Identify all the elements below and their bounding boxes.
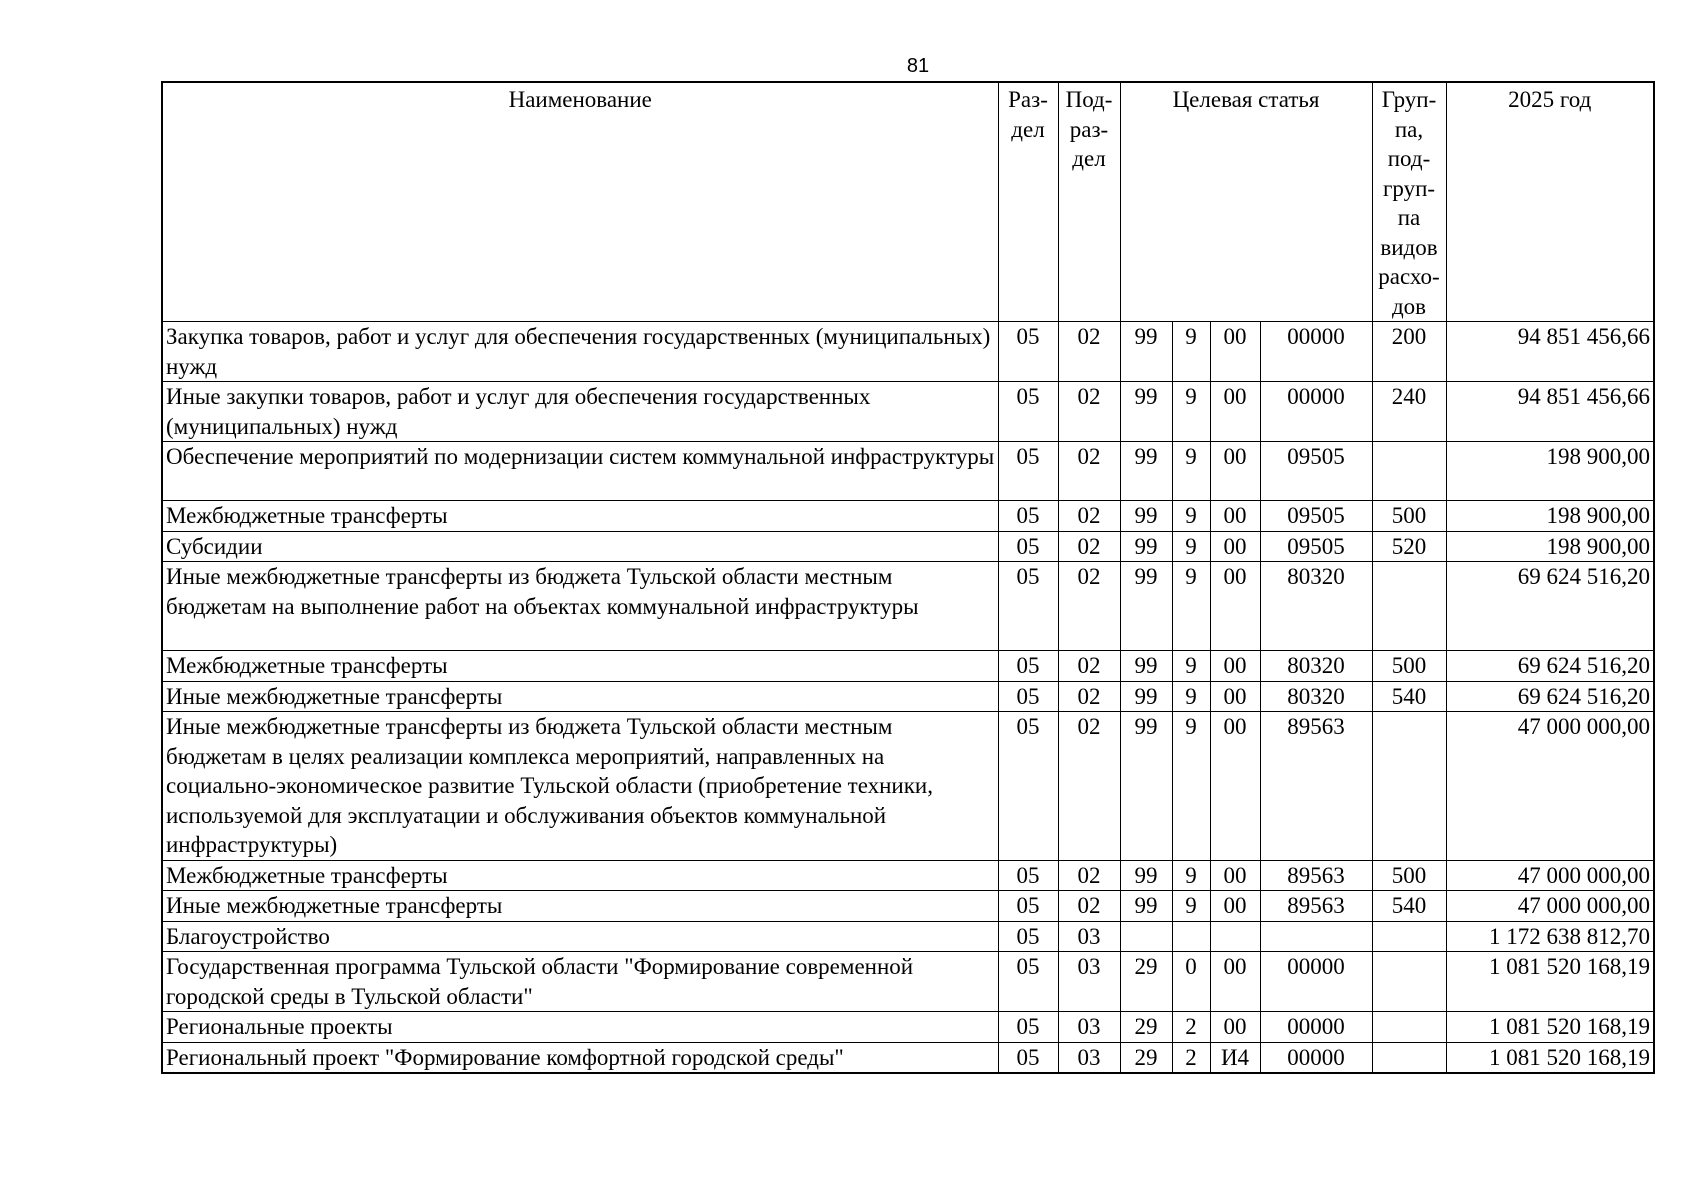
row-target-program xyxy=(1120,921,1172,952)
row-subsection: 02 xyxy=(1058,562,1120,651)
table-row xyxy=(162,382,1654,442)
table-row xyxy=(162,921,1654,952)
row-target-code xyxy=(1260,921,1372,952)
row-name: Благоустройство xyxy=(162,921,998,952)
row-target-direction: 00 xyxy=(1210,1012,1260,1043)
row-expense-group: 500 xyxy=(1372,501,1446,532)
row-target-code: 09505 xyxy=(1260,501,1372,532)
row-subsection: 03 xyxy=(1058,921,1120,952)
header-amount-2025: 2025 год xyxy=(1446,82,1654,322)
row-target-subprogram: 0 xyxy=(1172,952,1210,1012)
row-target-direction: 00 xyxy=(1210,382,1260,442)
row-expense-group: 540 xyxy=(1372,891,1446,922)
table-row xyxy=(162,891,1654,922)
row-amount: 69 624 516,20 xyxy=(1446,681,1654,712)
row-target-program: 99 xyxy=(1120,322,1172,382)
row-target-direction: 00 xyxy=(1210,442,1260,501)
row-expense-group xyxy=(1372,921,1446,952)
table-row xyxy=(162,531,1654,562)
row-target-direction: 00 xyxy=(1210,891,1260,922)
row-expense-group: 500 xyxy=(1372,651,1446,682)
table-row xyxy=(162,562,1654,651)
row-target-program: 99 xyxy=(1120,531,1172,562)
row-subsection: 02 xyxy=(1058,442,1120,501)
table-row xyxy=(162,1012,1654,1043)
row-subsection: 03 xyxy=(1058,1042,1120,1073)
table-row xyxy=(162,501,1654,532)
row-target-direction: 00 xyxy=(1210,651,1260,682)
row-name: Региональные проекты xyxy=(162,1012,998,1043)
row-target-direction: 00 xyxy=(1210,952,1260,1012)
row-target-program: 99 xyxy=(1120,442,1172,501)
row-section: 05 xyxy=(998,651,1058,682)
row-target-code: 00000 xyxy=(1260,1042,1372,1073)
row-target-program: 99 xyxy=(1120,712,1172,861)
row-amount: 198 900,00 xyxy=(1446,501,1654,532)
row-amount: 47 000 000,00 xyxy=(1446,891,1654,922)
row-target-subprogram: 9 xyxy=(1172,860,1210,891)
row-target-direction: 00 xyxy=(1210,712,1260,861)
row-target-subprogram: 9 xyxy=(1172,681,1210,712)
row-target-direction: 00 xyxy=(1210,860,1260,891)
row-expense-group: 240 xyxy=(1372,382,1446,442)
row-expense-group xyxy=(1372,1012,1446,1043)
row-amount: 69 624 516,20 xyxy=(1446,651,1654,682)
row-target-program: 29 xyxy=(1120,1012,1172,1043)
page-number: 81 xyxy=(906,55,930,77)
header-name: Наименование xyxy=(162,82,998,322)
row-subsection: 02 xyxy=(1058,860,1120,891)
row-name: Межбюджетные трансферты xyxy=(162,651,998,682)
row-target-code: 80320 xyxy=(1260,681,1372,712)
row-target-code: 00000 xyxy=(1260,1012,1372,1043)
row-amount: 198 900,00 xyxy=(1446,531,1654,562)
row-target-direction: И4 xyxy=(1210,1042,1260,1073)
row-name: Субсидии xyxy=(162,531,998,562)
row-subsection: 03 xyxy=(1058,952,1120,1012)
row-target-code: 00000 xyxy=(1260,952,1372,1012)
table-row xyxy=(162,651,1654,682)
row-target-subprogram: 2 xyxy=(1172,1042,1210,1073)
row-target-subprogram: 9 xyxy=(1172,562,1210,651)
row-target-subprogram: 9 xyxy=(1172,531,1210,562)
header-subsection: Под- раз- дел xyxy=(1058,82,1120,322)
row-target-subprogram xyxy=(1172,921,1210,952)
row-section: 05 xyxy=(998,562,1058,651)
header-expense-group: Груп- па, под- груп- па видов расхо- дов xyxy=(1372,82,1446,322)
row-amount: 47 000 000,00 xyxy=(1446,860,1654,891)
row-target-program: 99 xyxy=(1120,681,1172,712)
row-section: 05 xyxy=(998,712,1058,861)
row-section: 05 xyxy=(998,1012,1058,1043)
budget-table xyxy=(161,81,1655,1074)
row-section: 05 xyxy=(998,442,1058,501)
row-target-program: 99 xyxy=(1120,891,1172,922)
row-target-code: 89563 xyxy=(1260,860,1372,891)
row-expense-group xyxy=(1372,442,1446,501)
row-subsection: 02 xyxy=(1058,651,1120,682)
table-row xyxy=(162,1042,1654,1073)
row-expense-group: 540 xyxy=(1372,681,1446,712)
row-subsection: 02 xyxy=(1058,501,1120,532)
row-target-code: 00000 xyxy=(1260,322,1372,382)
row-target-code: 80320 xyxy=(1260,651,1372,682)
row-target-direction: 00 xyxy=(1210,681,1260,712)
row-section: 05 xyxy=(998,322,1058,382)
row-target-subprogram: 9 xyxy=(1172,442,1210,501)
row-name: Региональный проект "Формирование комфортной городской среды" xyxy=(162,1042,998,1073)
row-amount: 1 081 520 168,19 xyxy=(1446,952,1654,1012)
row-target-direction: 00 xyxy=(1210,531,1260,562)
row-target-code: 89563 xyxy=(1260,891,1372,922)
row-target-code: 09505 xyxy=(1260,531,1372,562)
row-expense-group xyxy=(1372,562,1446,651)
row-subsection: 02 xyxy=(1058,891,1120,922)
row-name: Иные межбюджетные трансферты из бюджета Тульской области местным бюджетам на выполнение работ на объектах коммунальной инфраструктуры xyxy=(162,562,998,651)
row-target-subprogram: 9 xyxy=(1172,322,1210,382)
row-section: 05 xyxy=(998,921,1058,952)
row-target-subprogram: 9 xyxy=(1172,501,1210,532)
table-row xyxy=(162,322,1654,382)
row-target-direction xyxy=(1210,921,1260,952)
row-target-program: 99 xyxy=(1120,860,1172,891)
table-row xyxy=(162,860,1654,891)
row-target-program: 29 xyxy=(1120,952,1172,1012)
row-subsection: 02 xyxy=(1058,681,1120,712)
row-amount: 198 900,00 xyxy=(1446,442,1654,501)
row-subsection: 02 xyxy=(1058,712,1120,861)
row-amount: 1 081 520 168,19 xyxy=(1446,1012,1654,1043)
row-section: 05 xyxy=(998,952,1058,1012)
row-target-subprogram: 9 xyxy=(1172,382,1210,442)
row-target-code: 09505 xyxy=(1260,442,1372,501)
row-expense-group: 500 xyxy=(1372,860,1446,891)
row-name: Межбюджетные трансферты xyxy=(162,860,998,891)
row-amount: 94 851 456,66 xyxy=(1446,322,1654,382)
row-expense-group xyxy=(1372,952,1446,1012)
row-target-program: 29 xyxy=(1120,1042,1172,1073)
row-name: Иные межбюджетные трансферты из бюджета Тульской области местным бюджетам в целях реализации комплекса мероприятий, направленных на социально-экономическое развитие Тульской области (приобретение техники, используемой для эксплуатации и обслуживания объектов коммунальной инфраструктуры) xyxy=(162,712,998,861)
row-expense-group: 520 xyxy=(1372,531,1446,562)
row-subsection: 02 xyxy=(1058,382,1120,442)
row-name: Закупка товаров, работ и услуг для обеспечения государственных (муниципальных) нужд xyxy=(162,322,998,382)
row-target-subprogram: 9 xyxy=(1172,712,1210,861)
row-expense-group xyxy=(1372,1042,1446,1073)
row-target-subprogram: 2 xyxy=(1172,1012,1210,1043)
row-name: Межбюджетные трансферты xyxy=(162,501,998,532)
row-name: Обеспечение мероприятий по модернизации систем коммунальной инфраструктуры xyxy=(162,442,998,501)
row-amount: 1 081 520 168,19 xyxy=(1446,1042,1654,1073)
row-target-code: 00000 xyxy=(1260,382,1372,442)
row-target-code: 80320 xyxy=(1260,562,1372,651)
row-name: Иные межбюджетные трансферты xyxy=(162,891,998,922)
row-expense-group xyxy=(1372,712,1446,861)
row-expense-group: 200 xyxy=(1372,322,1446,382)
row-section: 05 xyxy=(998,891,1058,922)
row-target-code: 89563 xyxy=(1260,712,1372,861)
table-row xyxy=(162,712,1654,861)
row-subsection: 02 xyxy=(1058,531,1120,562)
row-name: Иные межбюджетные трансферты xyxy=(162,681,998,712)
row-section: 05 xyxy=(998,1042,1058,1073)
table-header-row xyxy=(162,82,1654,322)
table-row xyxy=(162,442,1654,501)
row-target-direction: 00 xyxy=(1210,322,1260,382)
row-section: 05 xyxy=(998,382,1058,442)
header-target-article: Целевая статья xyxy=(1120,82,1372,322)
row-target-program: 99 xyxy=(1120,382,1172,442)
row-target-direction: 00 xyxy=(1210,501,1260,532)
table-body xyxy=(162,322,1654,1074)
table-row xyxy=(162,681,1654,712)
row-amount: 1 172 638 812,70 xyxy=(1446,921,1654,952)
row-section: 05 xyxy=(998,860,1058,891)
row-section: 05 xyxy=(998,501,1058,532)
row-name: Иные закупки товаров, работ и услуг для обеспечения государственных (муниципальных) нужд xyxy=(162,382,998,442)
row-target-subprogram: 9 xyxy=(1172,891,1210,922)
row-target-program: 99 xyxy=(1120,501,1172,532)
row-amount: 47 000 000,00 xyxy=(1446,712,1654,861)
row-amount: 94 851 456,66 xyxy=(1446,382,1654,442)
row-section: 05 xyxy=(998,681,1058,712)
row-amount: 69 624 516,20 xyxy=(1446,562,1654,651)
header-section: Раз- дел xyxy=(998,82,1058,322)
row-target-subprogram: 9 xyxy=(1172,651,1210,682)
row-target-program: 99 xyxy=(1120,562,1172,651)
table-row xyxy=(162,952,1654,1012)
row-section: 05 xyxy=(998,531,1058,562)
row-target-program: 99 xyxy=(1120,651,1172,682)
row-subsection: 03 xyxy=(1058,1012,1120,1043)
row-name: Государственная программа Тульской области "Формирование современной городской среды в Тульской области" xyxy=(162,952,998,1012)
row-target-direction: 00 xyxy=(1210,562,1260,651)
row-subsection: 02 xyxy=(1058,322,1120,382)
